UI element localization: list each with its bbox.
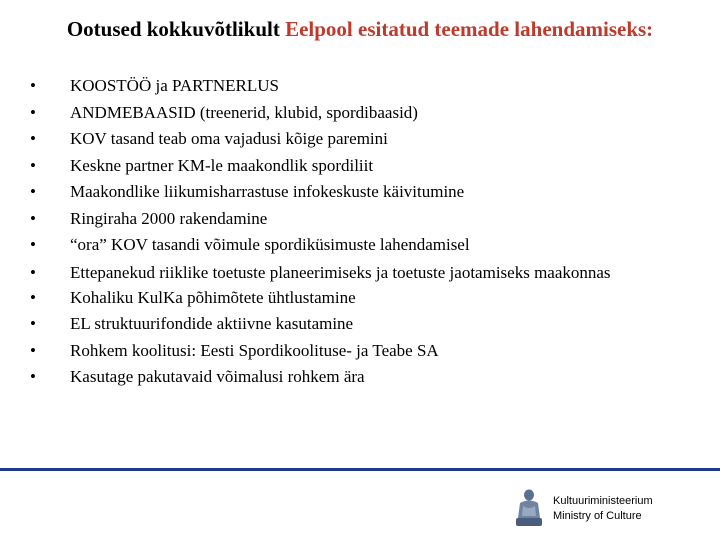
list-item: • Ringiraha 2000 rakendamine	[26, 206, 696, 233]
bullet-icon: •	[30, 287, 36, 307]
bullet-icon: •	[30, 129, 36, 148]
bullet-icon: •	[30, 235, 36, 254]
list-item: • ANDMEBAASID (treenerid, klubid, spordibaasid)	[26, 100, 696, 127]
bullet-list	[26, 73, 696, 391]
ministry-name	[553, 494, 653, 524]
bullet-icon: •	[30, 262, 36, 282]
list-item: • EL struktuurifondide aktiivne kasutamine	[26, 311, 696, 338]
list-item: • Maakondlike liikumisharrastuse infokeskuste käivitumine	[26, 179, 696, 206]
slide-title	[60, 14, 660, 44]
list-item: • KOOSTÖÖ ja PARTNERLUS	[26, 73, 696, 100]
bullet-icon: •	[30, 155, 36, 175]
list-item: • “ora” KOV tasandi võimule spordiküsimuste lahendamisel	[26, 232, 696, 259]
footer-divider	[0, 468, 720, 471]
bullet-icon: •	[30, 208, 36, 228]
list-item: • Keskne partner KM-le maakondlik spordiliit	[26, 153, 696, 180]
title-main: Ootused kokkuvõtlikult	[66, 17, 286, 41]
list-item: • KOV tasand teab oma vajadusi kõige paremini	[26, 126, 696, 153]
ministry-name-et: Kultuuriministeerium	[553, 495, 653, 507]
bullet-icon: •	[30, 340, 36, 360]
list-item: • Kohaliku KulKa põhimõtete ühtlustamine	[26, 285, 696, 312]
list-item: • Rohkem koolitusi: Eesti Spordikoolituse- ja Teabe SA	[26, 338, 696, 365]
bullet-icon: •	[30, 102, 36, 122]
list-item: • Kasutage pakutavaid võimalusi rohkem ära	[26, 364, 696, 391]
statue-logo-icon	[512, 488, 546, 528]
title-accent: Eelpool esitatud teemade lahendamiseks:	[285, 17, 654, 41]
ministry-name-en: Ministry of Culture	[553, 510, 642, 522]
bullet-icon: •	[30, 76, 36, 95]
list-item: • Ettepanekud riiklike toetuste planeerimiseks ja toetuste jaotamiseks maakonnas	[26, 259, 696, 285]
bullet-icon: •	[30, 367, 36, 386]
bullet-icon: •	[30, 182, 36, 201]
bullet-icon: •	[30, 314, 36, 333]
